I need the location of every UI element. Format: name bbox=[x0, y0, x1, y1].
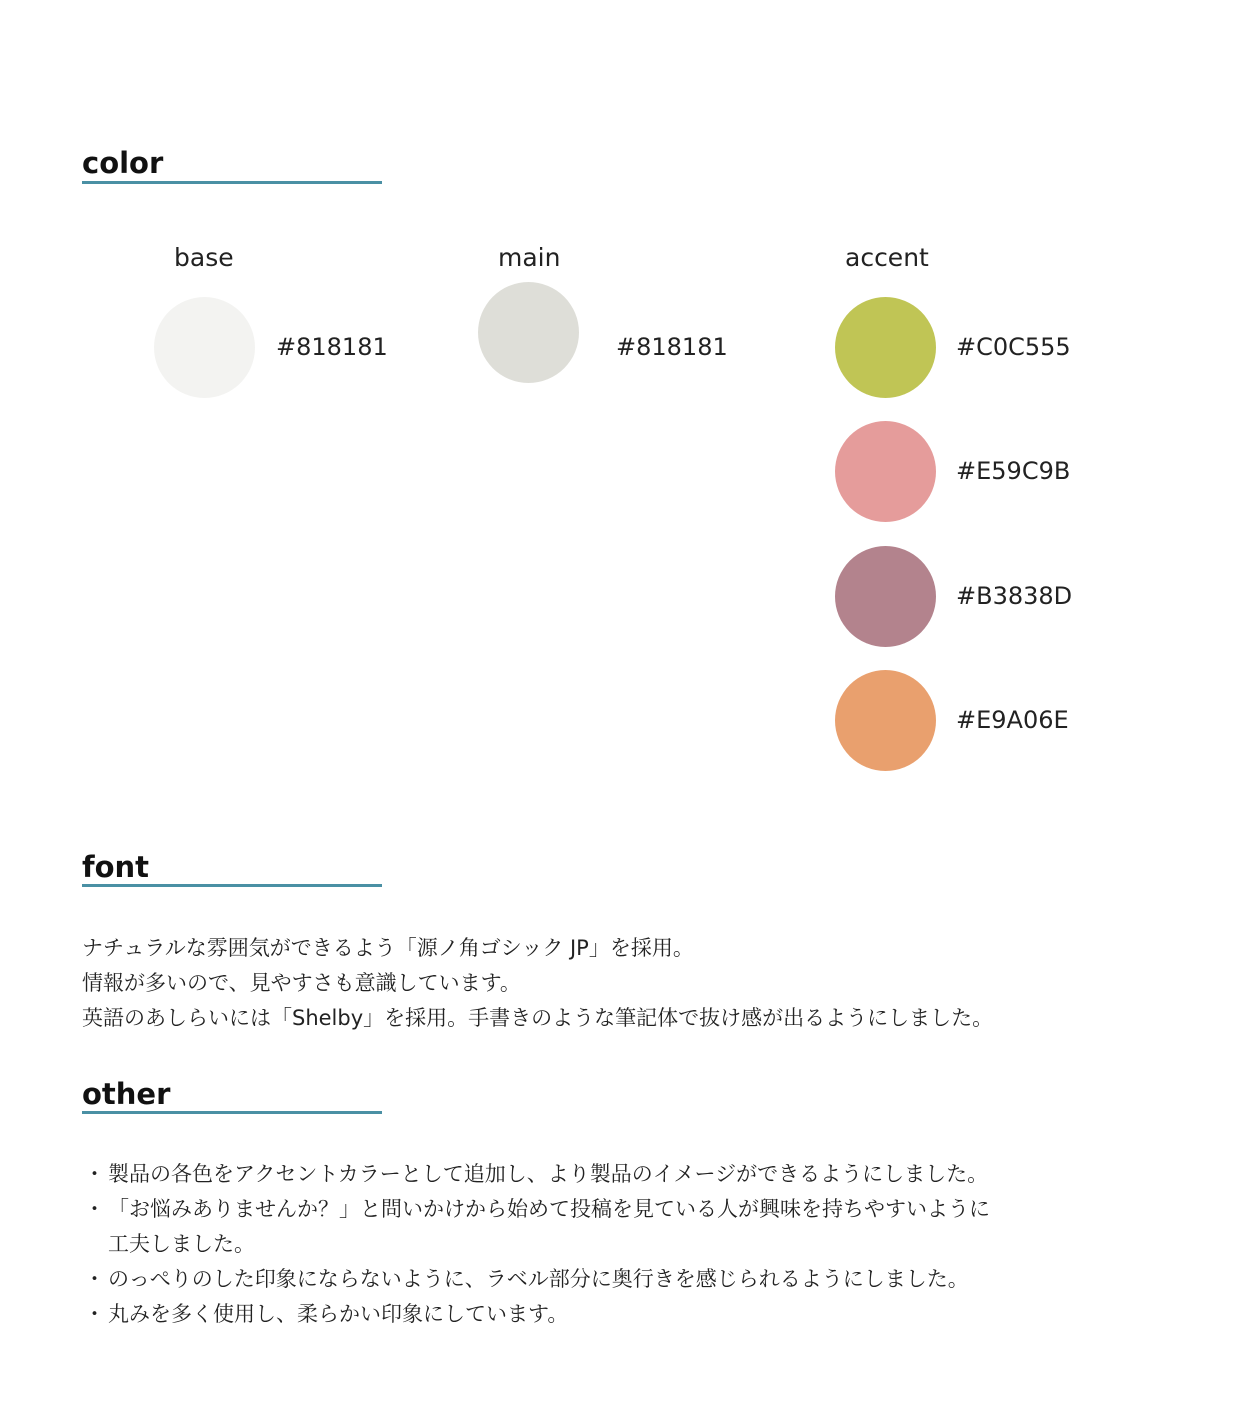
font-description-line-3: 英語のあしらいには「Shelby」を採用。手書きのような筆記体で抜け感が出るようにしました。 bbox=[82, 1006, 994, 1030]
section-title-color: color bbox=[82, 146, 164, 180]
list-item-text: 製品の各色をアクセントカラーとして追加し、より製品のイメージができるようにしました。 bbox=[108, 1162, 989, 1186]
list-item-text: 丸みを多く使用し、柔らかい印象にしています。 bbox=[108, 1302, 569, 1326]
font-description bbox=[82, 931, 993, 1036]
hex-label-accent-3: #B3838D bbox=[956, 582, 1073, 610]
list-item-text: のっぺりのした印象にならないように、ラベル部分に奥行きを感じられるようにしました。 bbox=[108, 1267, 969, 1291]
section-rule-font bbox=[82, 884, 382, 887]
swatch-accent-4 bbox=[835, 670, 936, 771]
list-item bbox=[82, 1192, 990, 1262]
bullet-mark: ・ bbox=[84, 1267, 105, 1291]
font-description-line-2: 情報が多いので、見やすさも意識しています。 bbox=[82, 971, 521, 995]
swatch-accent-2 bbox=[835, 421, 936, 522]
swatch-base bbox=[154, 297, 255, 398]
hex-label-accent-1: #C0C555 bbox=[956, 333, 1071, 361]
section-rule-other bbox=[82, 1111, 382, 1114]
hex-label-main: #818181 bbox=[616, 333, 728, 361]
list-item bbox=[82, 1262, 990, 1297]
swatch-accent-1 bbox=[835, 297, 936, 398]
hex-label-base: #818181 bbox=[276, 333, 388, 361]
section-rule-color bbox=[82, 181, 382, 184]
list-item bbox=[82, 1157, 990, 1192]
bullet-mark: ・ bbox=[84, 1197, 105, 1221]
color-group-label-accent: accent bbox=[845, 243, 929, 272]
swatch-accent-3 bbox=[835, 546, 936, 647]
section-title-other: other bbox=[82, 1077, 171, 1111]
font-description-line-1: ナチュラルな雰囲気ができるよう「源ノ角ゴシック JP」を採用。 bbox=[82, 936, 694, 960]
bullet-mark: ・ bbox=[84, 1302, 105, 1326]
bullet-mark: ・ bbox=[84, 1162, 105, 1186]
hex-label-accent-2: #E59C9B bbox=[956, 457, 1071, 485]
color-group-label-main: main bbox=[498, 243, 561, 272]
list-item-text: 「お悩みありませんか？」と問いかけから始めて投稿を見ている人が興味を持ちやすいように bbox=[108, 1197, 990, 1221]
color-group-label-base: base bbox=[174, 243, 234, 272]
hex-label-accent-4: #E9A06E bbox=[956, 706, 1069, 734]
other-notes-list bbox=[82, 1157, 990, 1332]
swatch-main bbox=[478, 282, 579, 383]
list-item-text-continuation: 工夫しました。 bbox=[108, 1232, 255, 1256]
section-title-font: font bbox=[82, 850, 150, 884]
list-item bbox=[82, 1297, 990, 1332]
